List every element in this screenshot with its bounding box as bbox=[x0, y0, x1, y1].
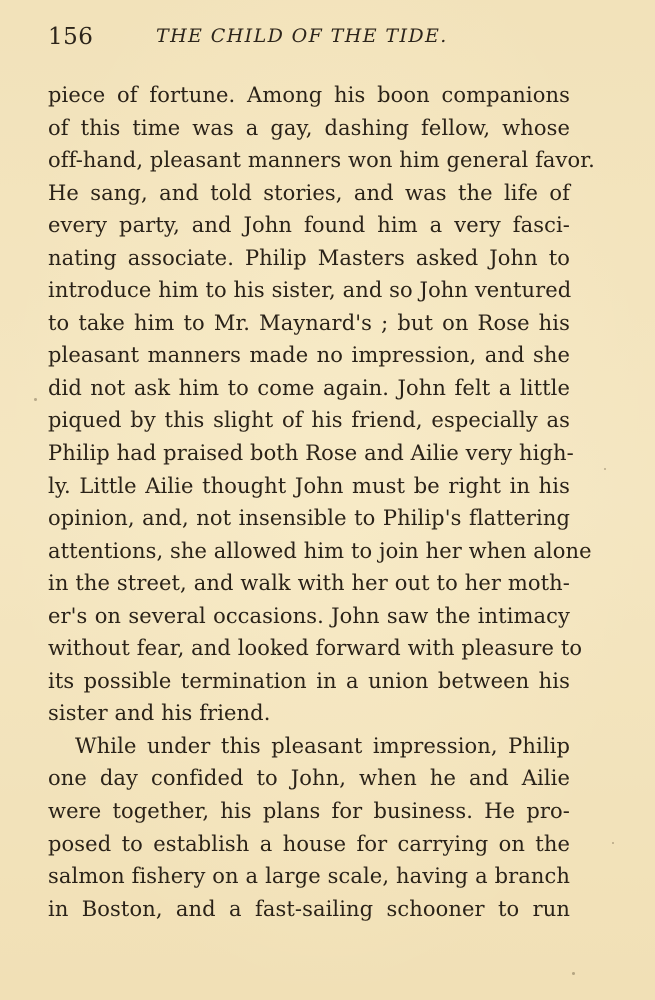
text-line: piece of fortune. Among his boon companions bbox=[48, 83, 570, 107]
text-line: pleasant manners made no impression, and she bbox=[48, 343, 570, 368]
paragraph-start-line: While under this pleasant impression, Philip bbox=[75, 733, 570, 758]
text-line: one day confided to John, when he and Ailie bbox=[48, 766, 570, 791]
paper-speck bbox=[604, 468, 606, 470]
paper-speck bbox=[34, 398, 37, 401]
text-line: posed to establish a house for carrying on the bbox=[48, 831, 570, 856]
text-line: er's on several occasions. John saw the intimacy bbox=[48, 603, 570, 628]
text-line: introduce him to his sister, and so John ventured bbox=[48, 278, 572, 303]
running-title: THE CHILD OF THE TIDE. bbox=[156, 25, 448, 47]
text-line: nating associate. Philip Masters asked John to bbox=[48, 245, 570, 270]
text-line: in Boston, and a fast-sailing schooner to run bbox=[48, 896, 570, 921]
text-line: ly. Little Ailie thought John must be right in his bbox=[48, 473, 570, 498]
text-line: in the street, and walk with her out to her moth- bbox=[48, 571, 570, 596]
text-line: opinion, and, not insensible to Philip's flattering bbox=[48, 506, 570, 531]
text-line: every party, and John found him a very fasci- bbox=[48, 213, 570, 238]
paper-speck bbox=[572, 972, 575, 975]
text-line: attentions, she allowed him to join her when alone bbox=[48, 538, 592, 563]
text-line: to take him to Mr. Maynard's ; but on Rose his bbox=[48, 310, 570, 335]
text-line: its possible termination in a union between his bbox=[48, 668, 570, 693]
text-line: off-hand, pleasant manners won him general favor. bbox=[48, 148, 595, 173]
text-line: did not ask him to come again. John felt a little bbox=[48, 375, 570, 400]
body-text bbox=[48, 79, 595, 925]
page-number: 156 bbox=[48, 24, 94, 50]
paragraph-end-line: sister and his friend. bbox=[48, 701, 271, 726]
text-line: salmon fishery on a large scale, having a branch bbox=[48, 864, 570, 889]
text-line: were together, his plans for business. He pro- bbox=[48, 799, 570, 824]
text-line: Philip had praised both Rose and Ailie very high- bbox=[48, 441, 574, 466]
text-line: without fear, and looked forward with pleasure to bbox=[48, 636, 583, 661]
text-line: of this time was a gay, dashing fellow, whose bbox=[48, 115, 570, 140]
paper-speck bbox=[612, 842, 614, 844]
page-header bbox=[48, 24, 568, 56]
text-line: piqued by this slight of his friend, especially as bbox=[48, 408, 570, 433]
text-line: He sang, and told stories, and was the life of bbox=[48, 180, 570, 205]
